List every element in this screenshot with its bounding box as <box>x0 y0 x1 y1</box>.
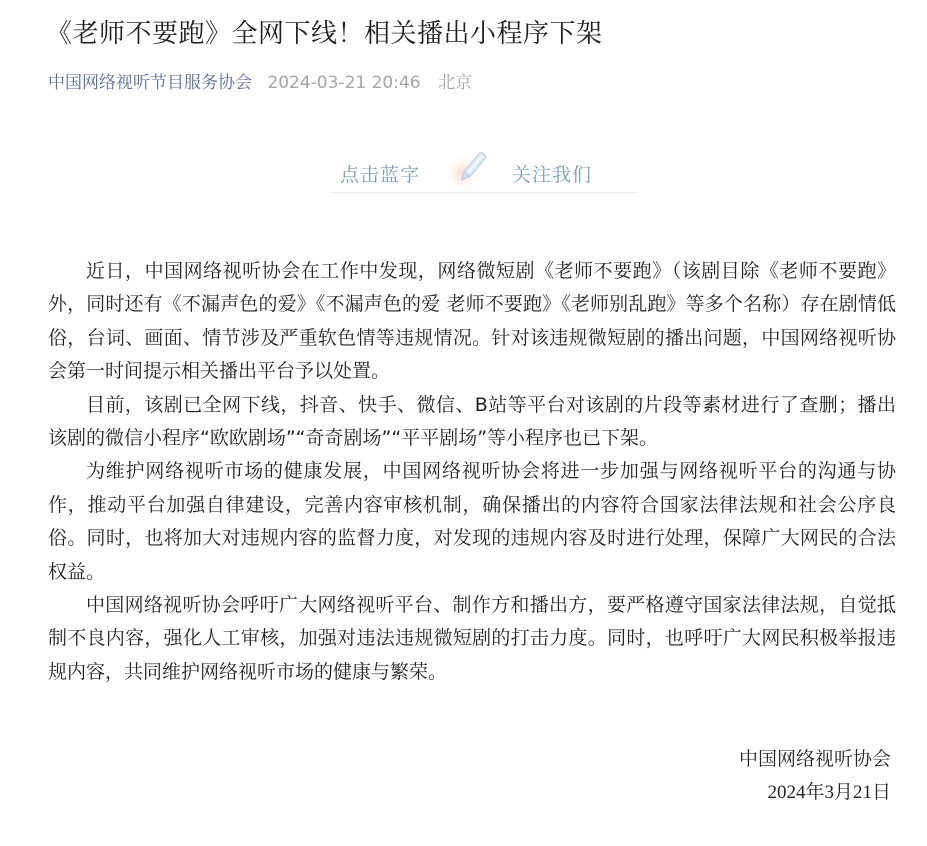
paragraph-4: 中国网络视听协会呼吁广大网络视听平台、制作方和播出方，要严格遵守国家法律法规，自觉抵制不良内容，强化人工审核，加强对违法违规微短剧的打击力度。同时，也呼吁广大网民积极举报违规内容，共同维护网络视听市场的健康与繁荣。 <box>48 594 896 683</box>
publish-date: 2024-03-21 20:46 <box>267 73 421 93</box>
article-title: 《老师不要跑》全网下线！相关播出小程序下架 <box>46 19 603 49</box>
publish-location: 北京 <box>438 73 473 93</box>
paragraph-1: 近日，中国网络视听协会在工作中发现，网络微短剧《老师不要跑》（该剧目除《老师不要跑》外，同时还有《不漏声色的爱》《不漏声色的爱 老师不要跑》《老师别乱跑》等多个名称）存在剧情低俗，台词、画面、情节涉及严重软色情等违规情况。针对该违规微短剧的播出问题，中国网络视听协会第一时间提示相关播出平台予以处置。 <box>48 260 896 383</box>
author-link[interactable]: 中国网络视听节目服务协会 <box>48 73 252 93</box>
pen-icon <box>448 148 494 192</box>
follow-left-text: 点击蓝字 <box>340 164 421 186</box>
signature-org: 中国网络视听协会 <box>738 748 891 770</box>
follow-right-text: 关注我们 <box>512 164 593 186</box>
article-body <box>48 255 896 689</box>
article-meta <box>48 70 472 96</box>
paragraph-3: 为维护网络视听市场的健康发展，中国网络视听协会将进一步加强与网络视听平台的沟通与协作，推动平台加强自律建设，完善内容审核机制，确保播出的内容符合国家法律法规和社会公序良俗。同时，也将加大对违规内容的监督力度，对发现的违规内容及时进行处理，保障广大网民的合法权益。 <box>48 460 896 583</box>
paragraph-2: 目前，该剧已全网下线，抖音、快手、微信、B站等平台对该剧的片段等素材进行了查删；播出该剧的微信小程序“欧欧剧场”“奇奇剧场”“平平剧场”等小程序也已下架。 <box>48 393 896 450</box>
signature-block <box>739 742 891 810</box>
follow-banner[interactable] <box>330 148 638 193</box>
signature-date: 2024年3月21日 <box>767 782 891 803</box>
